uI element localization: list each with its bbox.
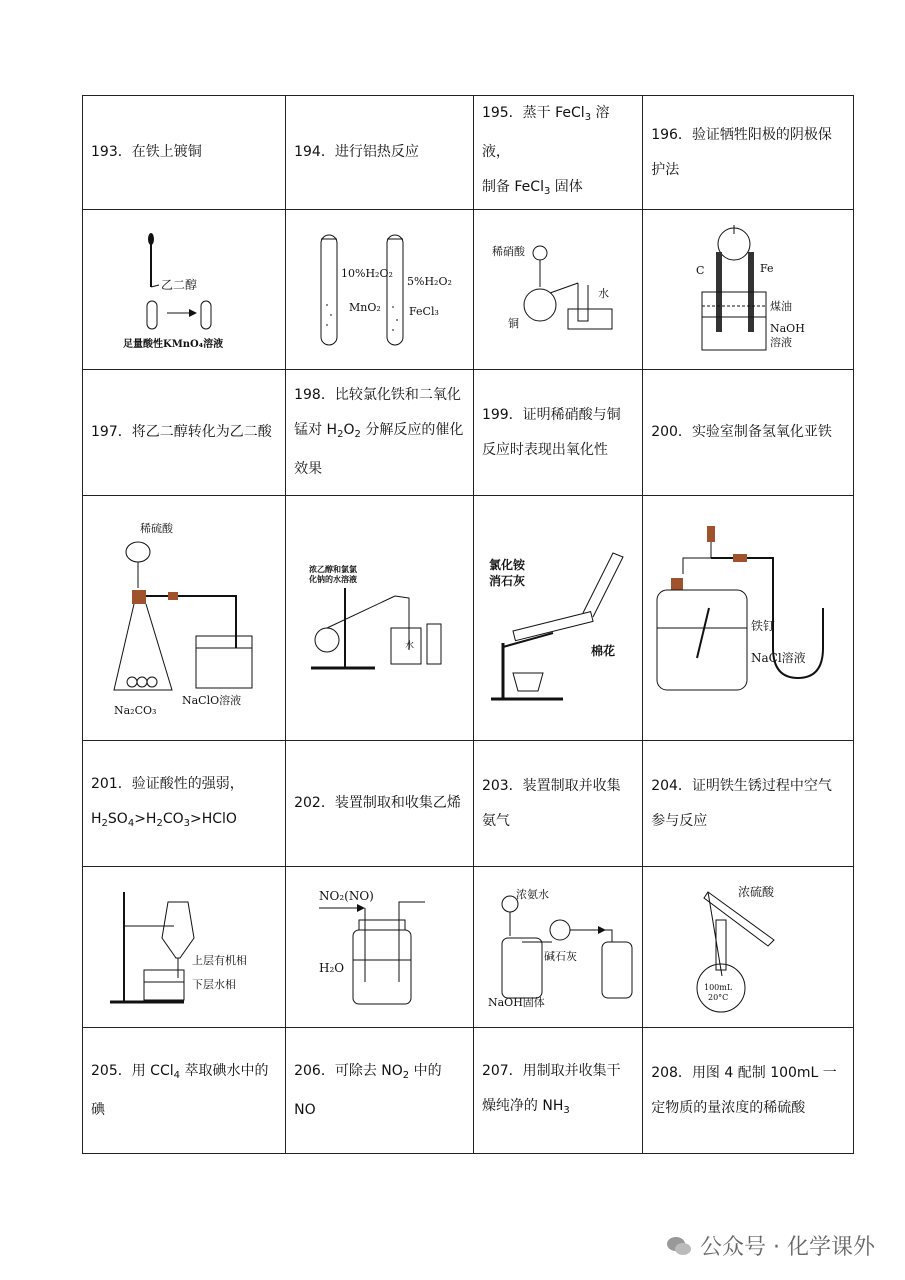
figure-cell [473,210,642,370]
figure-electroplating-test [119,225,249,355]
svg-text:Na₂CO₃: Na₂CO₃ [114,704,157,717]
table-row [83,96,854,210]
item-cell: 199．证明稀硝酸与铜反应时表现出氧化性 [473,370,642,496]
svg-text:20°C: 20°C [708,992,729,1002]
svg-text:100mL: 100mL [704,982,733,992]
svg-text:水: 水 [404,641,414,651]
figure-electrodes-beaker [688,222,808,357]
svg-text:NaCl溶液: NaCl溶液 [751,651,806,665]
table-row [83,496,854,741]
item-cell: 207．用制取并收集干燥纯净的 $NH_3$ [473,1028,642,1154]
item-cell: 205．用 CCl$_4$ 萃取碘水中的碘 [83,1028,286,1154]
figure-cell [286,867,474,1028]
figure-ammonia-generation [483,523,633,713]
figure-erlenmeyer-beaker [104,518,264,718]
watermark-text: 公众号 · 化学课外 [700,1235,875,1260]
svg-text:Fe: Fe [760,262,774,275]
figure-rust-experiment [653,518,843,718]
figure-cell [473,867,642,1028]
wechat-icon [666,1235,692,1257]
item-cell: 201．验证酸性的强弱， $H_2SO_4>H_2CO_3>HClO$ [83,741,286,867]
figure-cell [83,496,286,741]
svg-text:C: C [696,264,705,277]
figure-volumetric-flask [678,880,818,1015]
figure-test-tubes [305,225,455,355]
svg-text:铁钉: 铁钉 [751,619,776,633]
svg-text:稀硝酸: 稀硝酸 [492,244,526,258]
svg-text:煤油: 煤油 [770,300,793,313]
figure-cell [643,210,854,370]
svg-text:浓硫酸: 浓硫酸 [738,884,775,899]
svg-text:足量酸性KMnO₄溶液: 足量酸性KMnO₄溶液 [123,338,224,350]
figure-cell [286,210,474,370]
svg-text:棉花: 棉花 [591,644,616,658]
item-cell: 198．比较氯化铁和二氧化锰对 $H_2O_2$ 分解反应的催化效果 [286,370,474,496]
figure-distillation [305,558,455,678]
table-row [83,867,854,1028]
item-cell: 208．用图 4 配制 100mL 一定物质的量浓度的稀硫酸 [643,1028,854,1154]
item-cell: 202．装置制取和收集乙烯 [286,741,474,867]
svg-text:NaOH: NaOH [770,322,805,335]
item-cell: 200．实验室制备氢氧化亚铁 [643,370,854,496]
svg-text:NaOH固体: NaOH固体 [487,996,545,1009]
svg-text:铜: 铜 [508,316,520,330]
item-cell: 193．在铁上镀铜 [83,96,286,210]
table-row [83,210,854,370]
svg-text:FeCl₃: FeCl₃ [408,304,439,318]
figure-flask-apparatus [488,225,628,355]
svg-text:10%H₂O₂: 10%H₂O₂ [340,266,393,280]
figure-cell [473,496,642,741]
svg-text:浓乙醇和氯氯: 浓乙醇和氯氯 [308,564,357,574]
svg-text:水: 水 [598,286,610,300]
item-cell: 197．将乙二醇转化为乙二酸 [83,370,286,496]
figure-cell [83,210,286,370]
svg-text:溶液: 溶液 [770,336,793,349]
table-row [83,741,854,867]
svg-text:下层水相: 下层水相 [192,978,237,991]
svg-text:消石灰: 消石灰 [489,574,526,588]
figure-cell [83,867,286,1028]
item-cell: 195．蒸干 FeCl$_3$ 溶液， 制备 FeCl$_3$ 固体 [473,96,642,210]
item-cell: 203．装置制取并收集氨气 [473,741,642,867]
svg-text:乙二醇: 乙二醇 [161,277,198,292]
watermark [666,1230,875,1261]
figure-cell [286,496,474,741]
figure-wash-bottle [315,882,445,1012]
svg-text:NaClO溶液: NaClO溶液 [182,694,242,707]
table-row [83,370,854,496]
svg-text:氯化铵: 氯化铵 [489,558,526,572]
item-cell: 196．验证牺牲阳极的阴极保护法 [643,96,854,210]
svg-text:碱石灰: 碱石灰 [543,950,577,963]
svg-text:MnO₂: MnO₂ [348,300,381,314]
item-cell: 204．证明铁生锈过程中空气参与反应 [643,741,854,867]
item-cell: 194．进行铝热反应 [286,96,474,210]
svg-text:浓氨水: 浓氨水 [515,888,549,901]
figure-cell [643,496,854,741]
svg-text:H₂O: H₂O [318,961,344,975]
svg-text:5%H₂O₂: 5%H₂O₂ [406,274,452,288]
svg-text:上层有机相: 上层有机相 [192,954,248,967]
figure-cell [643,867,854,1028]
svg-text:稀硫酸: 稀硫酸 [140,522,174,535]
question-table [82,95,854,1154]
table-row [83,1028,854,1154]
svg-text:NO₂(NO): NO₂(NO) [318,889,374,903]
svg-text:化钠的水溶液: 化钠的水溶液 [308,574,357,584]
figure-separatory-funnel [104,882,264,1012]
figure-ammonia-collection [482,882,642,1012]
item-cell: 206．可除去 $NO_2$ 中的 NO [286,1028,474,1154]
